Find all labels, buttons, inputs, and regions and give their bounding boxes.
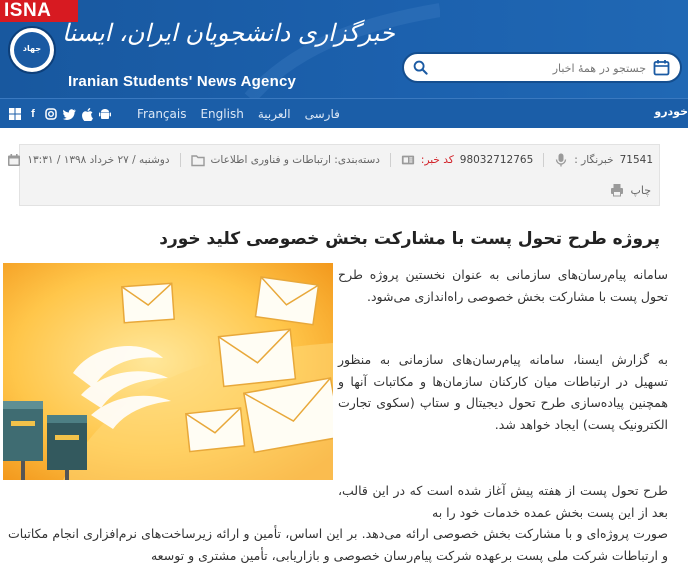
site-title-english[interactable]: Iranian Students' News Agency (68, 73, 297, 90)
meta-divider (543, 153, 544, 167)
folder-icon (191, 153, 205, 167)
article-paragraph-lead: سامانه پیام‌رسان‌های سازمانی به عنوان نخستین پروژه طرح تحول پست با مشارکت بخش خصوصی راه‌اندازی می‌شود. (338, 267, 668, 304)
social-icons (8, 106, 112, 122)
facebook-icon[interactable]: f (31, 108, 35, 120)
android-icon[interactable] (98, 107, 112, 121)
article-headline: پروژه طرح تحول پست با مشارکت بخش خصوصی کلید خورد (159, 229, 660, 249)
calendar-icon[interactable] (653, 59, 670, 76)
meta-row (7, 151, 653, 169)
apple-icon[interactable] (80, 107, 94, 121)
reporter-code: 71541 (619, 154, 653, 166)
meta-divider (390, 153, 391, 167)
news-code-value: 98032712765 (459, 154, 534, 166)
search-icon[interactable] (413, 60, 428, 75)
language-links (137, 104, 340, 124)
microphone-icon (554, 153, 568, 167)
lang-link-french[interactable]: Français (137, 107, 187, 121)
article-date: دوشنبه / ۲۷ خرداد ۱۳۹۸ / ۱۳:۳۱ (27, 154, 170, 166)
article-category[interactable]: دسته‌بندی: ارتباطات و فناوری اطلاعات (210, 154, 380, 166)
top-nav-bar (0, 98, 688, 128)
article-paragraph: به گزارش ایسنا، سامانه پیام‌رسان‌های سازمانی به منظور تسهیل در ارتباطات میان کارکنان سازمان‌ها و مکاتبات آنها و همچنین پیاده‌سازی طرح تحول دیجیتال و ستاپ (سکوی تجارت الکترونیک پست) ایجاد خواهد شد. (338, 352, 668, 432)
isna-badge-text: ISNA (4, 0, 52, 21)
print-link[interactable] (610, 182, 651, 198)
lang-link-persian[interactable]: فارسی (304, 107, 340, 121)
article-hero-image[interactable] (3, 263, 333, 480)
site-title-persian[interactable]: خبرگزاری دانشجویان ایران، ایسنا (62, 19, 395, 47)
nav-item-car[interactable]: خودرو (654, 105, 688, 118)
instagram-icon[interactable] (44, 107, 58, 121)
reporter-label: خبرنگار : (574, 154, 614, 166)
meta-divider (180, 153, 181, 167)
twitter-icon[interactable] (62, 107, 76, 121)
article-paragraph: طرح تحول پست از هفته پیش آغاز شده است که در این قالب، بعد از این پست بخش عمده خدمات خود را به (338, 483, 668, 520)
lang-link-arabic[interactable]: العربية (257, 107, 291, 121)
calendar-icon (7, 153, 21, 167)
search-input[interactable] (436, 58, 646, 78)
jahad-logo[interactable] (8, 26, 56, 74)
search-box[interactable] (402, 52, 682, 83)
jahad-logo-inner (14, 32, 50, 68)
news-code-label: کد خبر: (420, 154, 454, 166)
printer-icon[interactable] (610, 183, 624, 197)
site-header (0, 0, 688, 98)
lang-link-english[interactable]: English (200, 107, 244, 121)
barcode-icon (401, 153, 415, 167)
article-meta-box (19, 144, 660, 206)
article-paragraph: صورت پروژه‌ای و با مشارکت بخش خصوصی ارائه می‌دهد. بر این اساس، تأمین و ارائه زیرساخت‌های نرم‌افزاری انجام مکاتبات و ارتباطات شرکت ملی پست برعهده شرکت پیام‌رسان خصوصی و بازاریابی، تأمین مشتری و توسعه (8, 526, 668, 563)
windows-icon[interactable] (8, 107, 22, 121)
jahad-logo-text: جهاد (22, 44, 42, 53)
hero-illustration (3, 263, 333, 480)
print-label[interactable]: چاپ (630, 183, 651, 197)
